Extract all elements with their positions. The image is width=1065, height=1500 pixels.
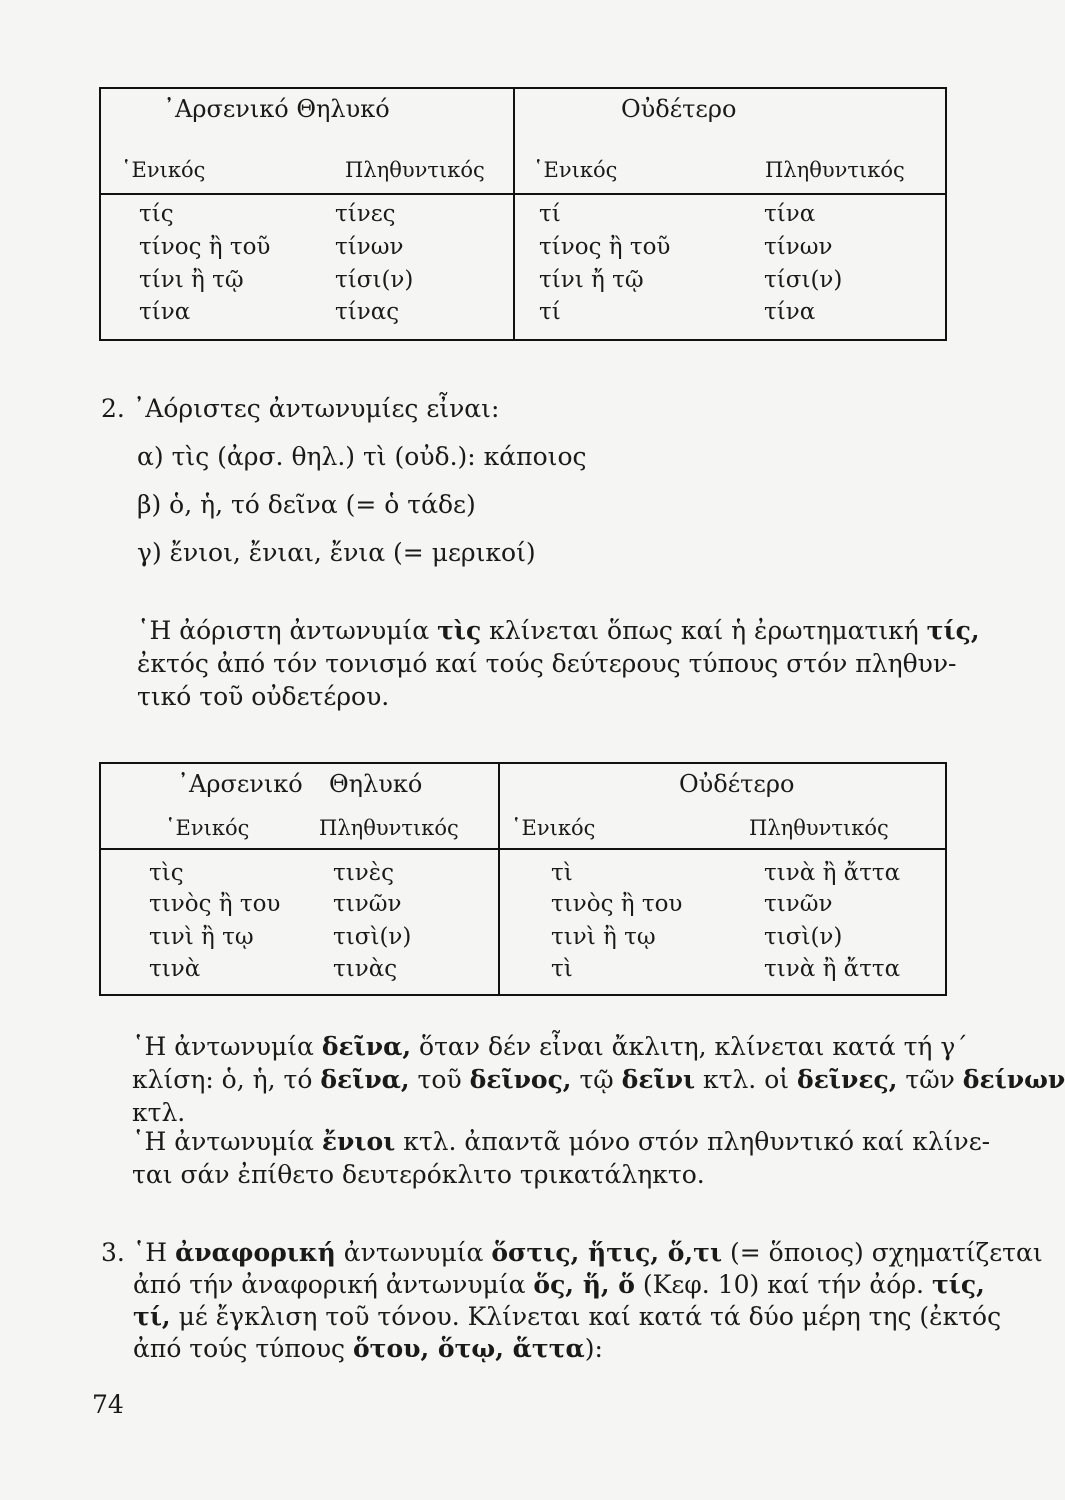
- table-cell: τισὶ(ν): [764, 924, 843, 950]
- singular-header: ῾Ενικός: [533, 158, 618, 182]
- bold-term: ἀναφορική: [175, 1238, 336, 1267]
- table-cell: τινὰ ἢ ἄττα: [764, 860, 901, 886]
- table-cell: τινὰς: [333, 956, 398, 982]
- list-item: γ) ἔνιοι, ἔνιαι, ἔνια (= μερικοί): [137, 538, 536, 567]
- table-divider: [101, 848, 945, 850]
- bold-term: ὅτου, ὅτῳ, ἅττα: [353, 1334, 585, 1363]
- bold-term: τὶς: [437, 616, 482, 645]
- bold-term: ὅστις, ἥτις, ὅ,τι: [491, 1238, 723, 1267]
- paragraph-line: ται σάν ἐπίθετο δευτερόκλιτο τρικατάληκτο.: [132, 1160, 705, 1189]
- table-cell: τινὲς: [333, 860, 394, 886]
- masc-header: ᾿Αρσενικό: [177, 770, 303, 798]
- paragraph-line: τικό τοῦ οὐδετέρου.: [137, 682, 390, 711]
- list-item: β) ὁ, ἡ, τό δεῖνα (= ὁ τάδε): [137, 490, 476, 519]
- table-cell: τίς: [139, 201, 174, 227]
- page-number: 74: [92, 1390, 124, 1419]
- table-cell: τί: [539, 299, 561, 325]
- bold-term: τίς,: [926, 616, 980, 645]
- bold-term: ἔνιοι: [321, 1127, 396, 1156]
- table-cell: τίνα: [764, 201, 816, 227]
- paragraph-line: τί, μέ ἔγκλιση τοῦ τόνου. Κλίνεται καί κατά τά δύο μέρη της (ἐκτός: [133, 1302, 1002, 1331]
- table-cell: τινὰ: [149, 956, 201, 982]
- table-cell: τὶ: [551, 860, 573, 886]
- table-cell: τινὶ ἢ τῳ: [149, 924, 254, 950]
- paragraph-line: ἀπό τούς τύπους ὅτου, ὅτῳ, ἅττα):: [133, 1334, 603, 1363]
- interrogative-pronoun-table: [99, 87, 947, 341]
- table-cell: τινὸς ἢ του: [149, 891, 281, 917]
- neuter-header: Οὐδέτερο: [621, 95, 737, 123]
- paragraph-line: ῾Η ἀόριστη ἀντωνυμία τὶς κλίνεται ὅπως καί ἡ ἐρωτηματική τίς,: [137, 616, 980, 645]
- bold-term: δεῖνα,: [320, 1065, 410, 1094]
- table-cell: τίνων: [335, 234, 404, 260]
- table-cell: τίσι(ν): [335, 267, 414, 293]
- bold-term: ὅς, ἥ, ὅ: [533, 1270, 635, 1299]
- bold-term: δεῖνες,: [797, 1065, 898, 1094]
- table-cell: τισὶ(ν): [333, 924, 412, 950]
- table-cell: τίνα: [764, 299, 816, 325]
- table-divider: [101, 193, 945, 195]
- paragraph-line: ἐκτός ἀπό τόν τονισμό καί τούς δεύτερους τύπους στόν πληθυν-: [137, 649, 957, 678]
- fem-header: Θηλυκό: [329, 770, 423, 798]
- bold-term: δεῖνα,: [321, 1032, 412, 1061]
- plural-header: Πληθυντικός: [319, 816, 459, 840]
- table-cell: τίνι ἤ τῷ: [539, 267, 644, 293]
- table-cell: τὶς: [149, 860, 184, 886]
- table-cell: τινὰ ἢ ἄττα: [764, 956, 901, 982]
- paragraph-line: ῾Η ἀντωνυμία δεῖνα, ὅταν δέν εἶναι ἄκλιτη, κλίνεται κατά τή γ΄: [132, 1032, 968, 1061]
- neuter-header: Οὐδέτερο: [679, 770, 795, 798]
- table-cell: τίνες: [335, 201, 396, 227]
- singular-header: ῾Ενικός: [165, 816, 250, 840]
- bold-term: δείνων: [962, 1065, 1065, 1094]
- table-cell: τίνος ἢ τοῦ: [139, 234, 271, 260]
- table-cell: τινὶ ἢ τῳ: [551, 924, 656, 950]
- table-cell: τί: [539, 201, 561, 227]
- table-cell: τίνας: [335, 299, 400, 325]
- bold-term: τίς,: [931, 1270, 985, 1299]
- table-divider: [498, 764, 500, 994]
- table-divider: [513, 89, 515, 339]
- paragraph-line: 3. ῾Η ἀναφορική ἀντωνυμία ὅστις, ἥτις, ὅ,τι (= ὅποιος) σχηματίζεται: [101, 1238, 1043, 1267]
- list-item: α) τὶς (ἀρσ. θηλ.) τὶ (οὐδ.): κάποιος: [137, 442, 587, 471]
- indefinite-pronoun-table: [99, 762, 947, 996]
- bold-term: τί,: [133, 1302, 171, 1331]
- table-cell: τινῶν: [333, 891, 402, 917]
- singular-header: ῾Ενικός: [511, 816, 596, 840]
- plural-header: Πληθυντικός: [345, 158, 485, 182]
- table-cell: τίνι ἢ τῷ: [139, 267, 244, 293]
- bold-term: δεῖνι: [621, 1065, 696, 1094]
- table-cell: τίνα: [139, 299, 191, 325]
- table-cell: τίνος ἢ τοῦ: [539, 234, 671, 260]
- paragraph-line: κλίση: ὁ, ἡ, τό δεῖνα, τοῦ δεῖνος, τῷ δεῖνι κτλ. οἱ δεῖνες, τῶν δείνων: [132, 1065, 1065, 1094]
- paragraph-line: ἀπό τήν ἀναφορική ἀντωνυμία ὅς, ἥ, ὅ (Κεφ. 10) καί τήν ἀόρ. τίς,: [133, 1270, 985, 1299]
- table-cell: τινῶν: [764, 891, 833, 917]
- singular-header: ῾Ενικός: [121, 158, 206, 182]
- table-cell: τὶ: [551, 956, 573, 982]
- paragraph-line: ῾Η ἀντωνυμία ἔνιοι κτλ. ἀπαντᾶ μόνο στόν πληθυντικό καί κλίνε-: [132, 1127, 991, 1156]
- table-cell: τίσι(ν): [764, 267, 843, 293]
- plural-header: Πληθυντικός: [765, 158, 905, 182]
- bold-term: δεῖνος,: [469, 1065, 572, 1094]
- section-heading: 2. ᾿Αόριστες ἀντωνυμίες εἶναι:: [101, 394, 500, 423]
- plural-header: Πληθυντικός: [749, 816, 889, 840]
- table-cell: τινὸς ἢ του: [551, 891, 683, 917]
- paragraph-line: κτλ.: [132, 1098, 186, 1127]
- table-cell: τίνων: [764, 234, 833, 260]
- masc-fem-header: ᾿Αρσενικό Θηλυκό: [163, 95, 390, 123]
